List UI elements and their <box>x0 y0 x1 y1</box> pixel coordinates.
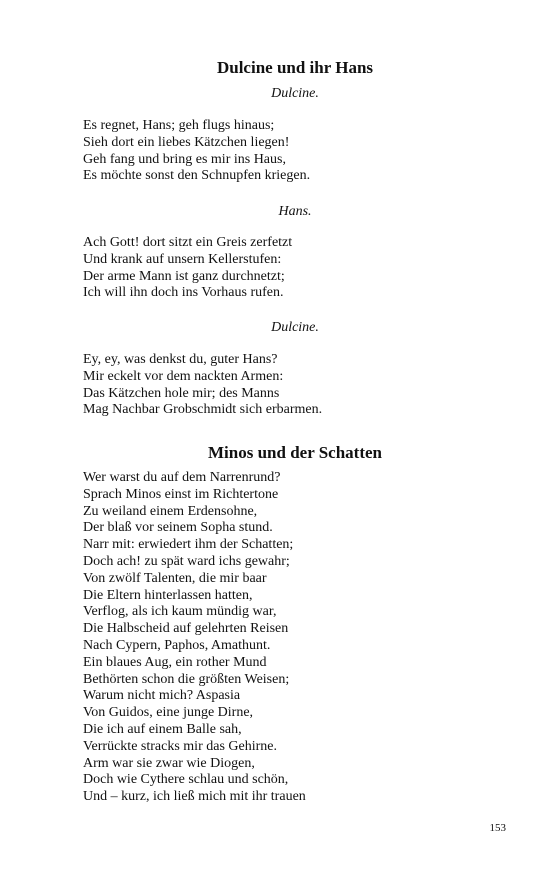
verse-line: Bethörten schon die größten Weisen; <box>83 671 290 687</box>
verse-line: Ich will ihn doch ins Vorhaus rufen. <box>83 285 284 301</box>
verse-line: Von Guidos, eine junge Dirne, <box>83 705 254 721</box>
verse-line: Es möchte sonst den Schnupfen kriegen. <box>83 168 311 184</box>
stanza-3 <box>83 352 322 419</box>
verse-line: Doch ach! zu spät ward ichs gewahr; <box>83 553 290 569</box>
verse-line: Doch wie Cythere schlau und schön, <box>83 772 289 788</box>
verse-line: Warum nicht mich? Aspasia <box>83 688 241 704</box>
verse-line: Von zwölf Talenten, die mir baar <box>83 570 267 586</box>
verse-line: Wer warst du auf dem Narrenrund? <box>83 470 281 485</box>
verse-line: Das Kätzchen hole mir; des Manns <box>83 385 280 401</box>
verse-line: Und krank auf unsern Kellerstufen: <box>83 251 282 267</box>
verse-line: Die Halbscheid auf gelehrten Reisen <box>83 621 289 637</box>
stanza-1 <box>83 118 310 185</box>
verse-line: Der blaß vor seinem Sopha stund. <box>83 520 273 536</box>
verse-line: Der arme Mann ist ganz durchnetzt; <box>83 268 285 284</box>
poem-title-minos: Minos und der Schatten <box>208 443 382 462</box>
verse-line: Mag Nachbar Grobschmidt sich erbarmen. <box>83 402 323 418</box>
verse-line: Verrückte stracks mir das Gehirne. <box>83 738 277 754</box>
verse-line: Sprach Minos einst im Richtertone <box>83 486 279 502</box>
verse-line: Es regnet, Hans; geh flugs hinaus; <box>83 118 275 133</box>
speaker-label-dulcine-1: Dulcine. <box>271 86 319 101</box>
verse-line: Nach Cypern, Paphos, Amathunt. <box>83 637 271 653</box>
minos-stanza <box>83 470 306 806</box>
stanza-2 <box>83 235 292 302</box>
speaker-label-hans: Hans. <box>278 204 312 219</box>
speaker-label-dulcine-2: Dulcine. <box>271 320 319 335</box>
verse-line: Narr mit: erwiedert ihm der Schatten; <box>83 537 294 553</box>
verse-line: Mir eckelt vor dem nackten Armen: <box>83 368 284 384</box>
page-number: 153 <box>489 822 506 834</box>
verse-line: Arm war sie zwar wie Diogen, <box>83 755 255 771</box>
verse-line: Verflog, als ich kaum mündig war, <box>83 604 277 620</box>
verse-line: Zu weiland einem Erdensohne, <box>83 503 258 519</box>
verse-line: Und – kurz, ich ließ mich mit ihr trauen <box>83 789 306 805</box>
verse-line: Sieh dort ein liebes Kätzchen liegen! <box>83 134 290 150</box>
poem-title-dulcine: Dulcine und ihr Hans <box>216 58 374 77</box>
verse-line: Ey, ey, was denkst du, guter Hans? <box>83 352 278 367</box>
verse-line: Geh fang und bring es mir ins Haus, <box>83 151 286 167</box>
verse-line: Ein blaues Aug, ein rother Mund <box>83 654 267 670</box>
verse-line: Die Eltern hinterlassen hatten, <box>83 587 253 603</box>
verse-line: Die ich auf einem Balle sah, <box>83 721 242 737</box>
verse-line: Ach Gott! dort sitzt ein Greis zerfetzt <box>83 235 293 250</box>
